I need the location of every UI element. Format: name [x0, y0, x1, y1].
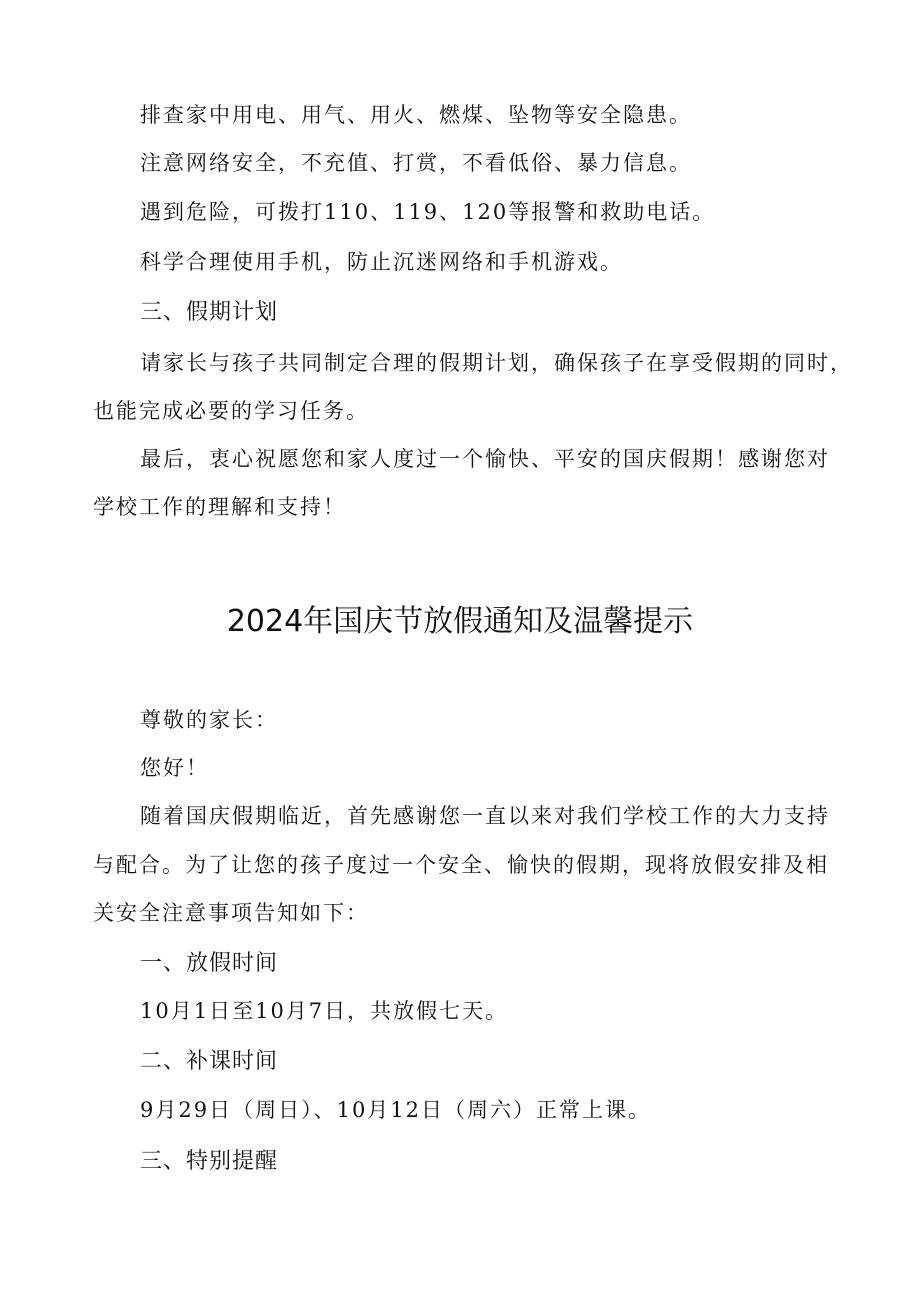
closing-paragraph-line: 学校工作的理解和支持！ [93, 495, 346, 519]
plan-paragraph-line: 请家长与孩子共同制定合理的假期计划，确保孩子在享受假期的同时， [140, 351, 853, 375]
intro-paragraph-line: 随着国庆假期临近，首先感谢您一直以来对我们学校工作的大力支持 [140, 804, 830, 828]
safety-item: 科学合理使用手机，防止沉迷网络和手机游戏。 [140, 250, 623, 274]
section-heading-holiday-time: 一、放假时间 [140, 951, 279, 976]
page-title: 2024年国庆节放假通知及温馨提示 [226, 604, 694, 639]
section-heading-makeup-class: 二、补课时间 [140, 1049, 279, 1074]
closing-paragraph-line: 最后，衷心祝愿您和家人度过一个愉快、平安的国庆假期！感谢您对 [140, 447, 830, 471]
salutation: 尊敬的家长： [140, 708, 278, 732]
safety-item: 排查家中用电、用气、用火、燃煤、坠物等安全隐患。 [140, 103, 692, 127]
makeup-class-text: 9月29日（周日）、10月12日（周六）正常上课。 [140, 1098, 652, 1122]
section-heading-plan: 三、假期计划 [140, 300, 279, 325]
section-heading-special-reminder: 三、特别提醒 [140, 1149, 279, 1174]
safety-item: 遇到危险，可拨打110、119、120等报警和救助电话。 [140, 200, 716, 224]
plan-paragraph-line: 也能完成必要的学习任务。 [93, 399, 369, 423]
safety-item: 注意网络安全，不充值、打赏，不看低俗、暴力信息。 [140, 151, 692, 175]
greeting: 您好！ [140, 756, 209, 780]
holiday-time-text: 10月1日至10月7日，共放假七天。 [140, 999, 509, 1023]
intro-paragraph-line: 关安全注意事项告知如下： [93, 901, 369, 925]
intro-paragraph-line: 与配合。为了让您的孩子度过一个安全、愉快的假期，现将放假安排及相 [93, 853, 829, 877]
